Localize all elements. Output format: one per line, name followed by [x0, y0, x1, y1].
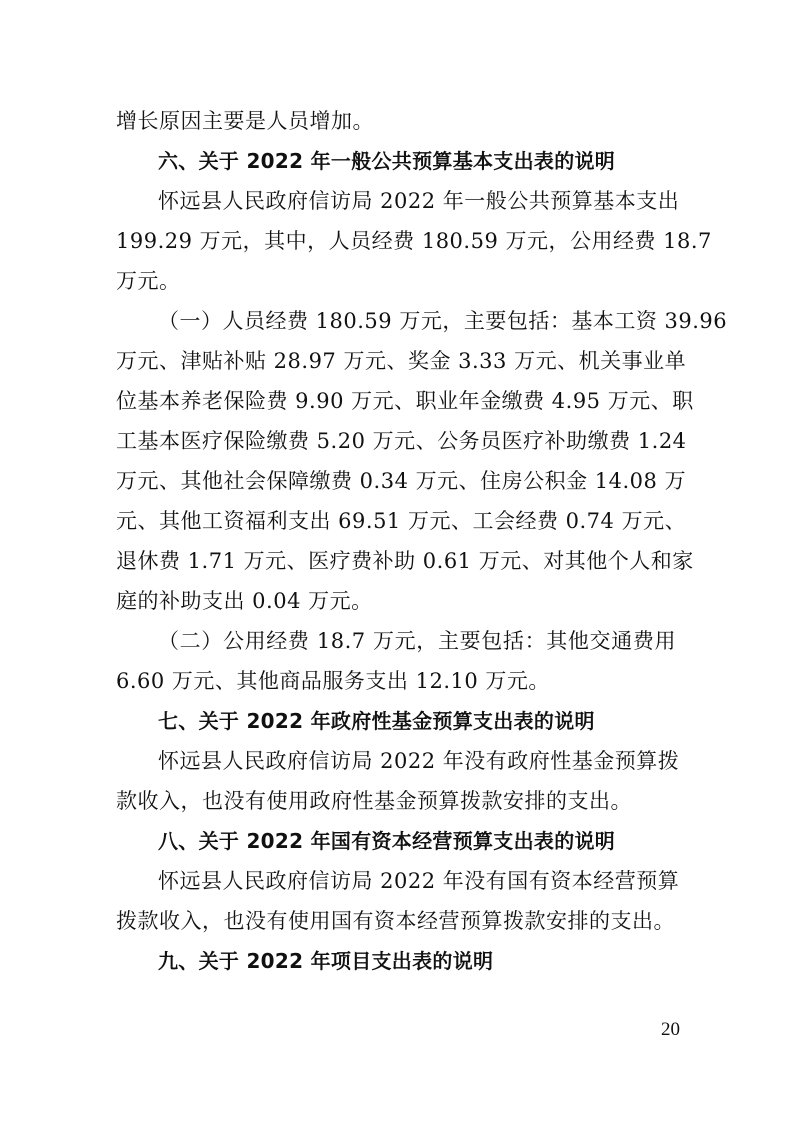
- paragraph-line: （一）人员经费 180.59 万元，主要包括：基本工资 39.96: [158, 309, 728, 333]
- paragraph-line: 怀远县人民政府信访局 2022 年一般公共预算基本支出: [158, 189, 680, 213]
- section-heading-six: 六、关于 2022 年一般公共预算基本支出表的说明: [158, 149, 616, 173]
- paragraph-line: 6.60 万元、其他商品服务支出 12.10 万元。: [116, 669, 550, 693]
- section-heading-seven: 七、关于 2022 年政府性基金预算支出表的说明: [158, 709, 595, 733]
- paragraph-line: 位基本养老保险费 9.90 万元、职业年金缴费 4.95 万元、职: [116, 389, 694, 413]
- section-heading-nine: 九、关于 2022 年项目支出表的说明: [158, 949, 494, 973]
- page-number: 20: [661, 1019, 680, 1040]
- paragraph-line: 怀远县人民政府信访局 2022 年没有政府性基金预算拨: [158, 749, 680, 773]
- paragraph-line: 款收入，也没有使用政府性基金预算拨款安排的支出。: [116, 789, 632, 813]
- paragraph-line: 元、其他工资福利支出 69.51 万元、工会经费 0.74 万元、: [116, 509, 687, 533]
- paragraph-line: 万元。: [116, 269, 181, 293]
- paragraph-line: 退休费 1.71 万元、医疗费补助 0.61 万元、对其他个人和家: [116, 549, 694, 573]
- paragraph-line: 增长原因主要是人员增加。: [116, 109, 374, 133]
- section-heading-eight: 八、关于 2022 年国有资本经营预算支出表的说明: [158, 829, 616, 853]
- paragraph-line: 万元、其他社会保障缴费 0.34 万元、住房公积金 14.08 万: [116, 469, 687, 493]
- paragraph-line: 万元、津贴补贴 28.97 万元、奖金 3.33 万元、机关事业单: [116, 349, 687, 373]
- paragraph-line: 199.29 万元，其中，人员经费 180.59 万元，公用经费 18.7: [116, 229, 712, 253]
- paragraph-line: （二）公用经费 18.7 万元，主要包括：其他交通费用: [158, 629, 676, 653]
- paragraph-line: 怀远县人民政府信访局 2022 年没有国有资本经营预算: [158, 869, 680, 893]
- paragraph-line: 工基本医疗保险缴费 5.20 万元、公务员医疗补助缴费 1.24: [116, 429, 687, 453]
- paragraph-line: 拨款收入，也没有使用国有资本经营预算拨款安排的支出。: [116, 909, 675, 933]
- paragraph-line: 庭的补助支出 0.04 万元。: [116, 589, 373, 613]
